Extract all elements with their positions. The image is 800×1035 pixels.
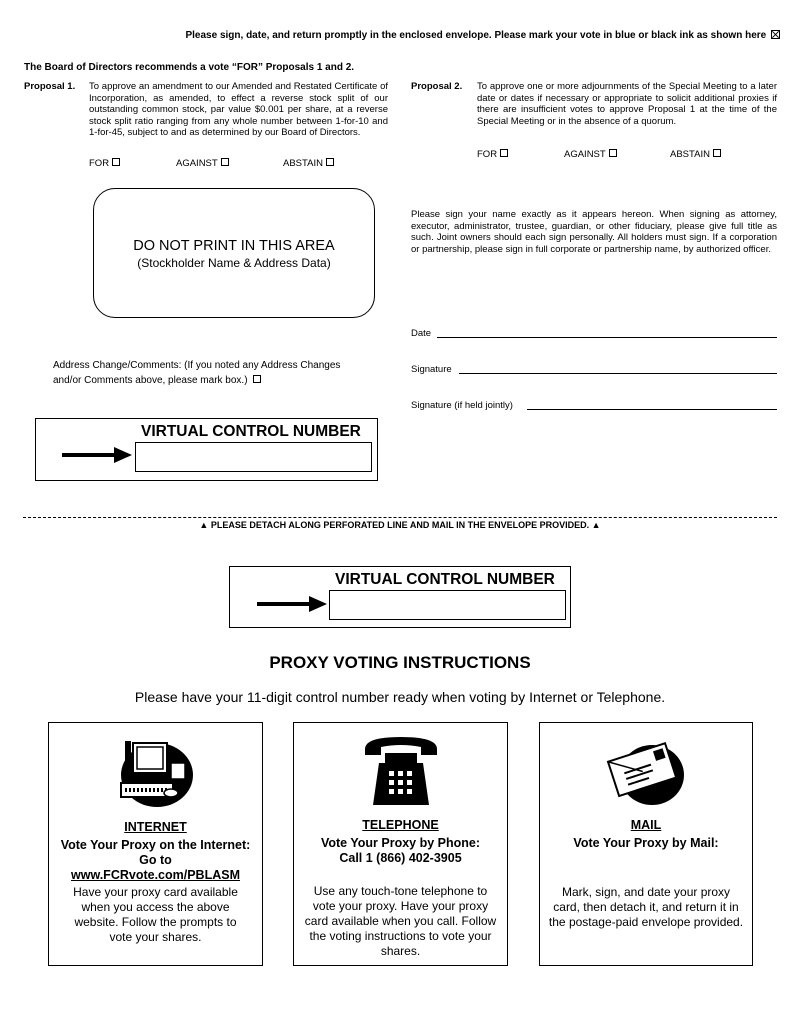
virtual-control-number-title-2: VIRTUAL CONTROL NUMBER [335, 571, 555, 588]
virtual-control-number-title: VIRTUAL CONTROL NUMBER [141, 423, 361, 440]
proposal-1-for-checkbox[interactable] [112, 158, 120, 166]
proposal-1-against-label: AGAINST [176, 158, 218, 169]
internet-method-box [48, 722, 263, 966]
proposal-2-against-checkbox[interactable] [609, 149, 617, 157]
instructions-title: PROXY VOTING INSTRUCTIONS [269, 653, 531, 672]
signature-joint-label: Signature (if held jointly) [411, 400, 513, 411]
computer-icon [111, 733, 201, 809]
mail-method-box [539, 722, 753, 966]
proposal-2-for-label: FOR [477, 149, 498, 160]
proposal-2-abstain-checkbox[interactable] [713, 149, 721, 157]
virtual-control-number-box [35, 418, 378, 481]
proposal-2-for-checkbox[interactable] [500, 149, 508, 157]
marked-checkbox-example-icon [771, 30, 780, 39]
proposal-1-for-option[interactable] [89, 158, 120, 170]
virtual-control-number-box-2 [229, 566, 571, 628]
proposal-2-against-label: AGAINST [564, 149, 606, 160]
instructions-subtitle: Please have your 11-digit control number ready when voting by Internet or Telephone. [134, 689, 666, 705]
arrow-right-icon [257, 596, 327, 612]
proposal-1-text: To approve an amendment to our Amended and Restated Certificate of Incorporation, as amended, to effect a reverse stock split of our outstanding common stock, par value $0.001 per share, at a reverse stock split ratio ranging from any whole number between 1-for-10 and 1-for-45, subject to and as determined by our Board of Directors. [89, 81, 388, 138]
address-area [93, 188, 375, 318]
address-change-text: Address Change/Comments: (If you noted any Address Changes and/or Comments above, please mark box.) [53, 360, 341, 386]
internet-sub2: Go to [139, 853, 172, 867]
sign-instructions: Please sign your name exactly as it appears hereon. When signing as attorney, executor, administrator, trustee, guardian, or other fiduciary, please give full title as such. Joint owners should each sign personally. All holders must sign. If a corporation or partnership, please sign in full corporate or partnership name, by authorized officer. [411, 209, 777, 255]
proposal-2-text: To approve one or more adjournments of the Special Meeting to a later date or dates if necessary or appropriate to solicit additional proxies if there are insufficient votes to approve Proposal 1 at the time of the Special Meeting or in the absence of a quorum. [477, 81, 777, 127]
telephone-sub2: Call 1 (866) 402-3905 [339, 851, 462, 865]
proposal-1-label: Proposal 1. [24, 81, 76, 92]
perforated-line [23, 517, 777, 518]
proposal-1-against-option[interactable] [176, 158, 229, 170]
mail-heading: MAIL [630, 818, 662, 832]
proposal-2-abstain-label: ABSTAIN [670, 149, 710, 160]
board-recommendation: The Board of Directors recommends a vote “FOR” Proposals 1 and 2. [24, 62, 355, 73]
telephone-heading: TELEPHONE [362, 818, 439, 832]
proposal-2-label: Proposal 2. [411, 81, 463, 92]
signature-field[interactable] [459, 373, 777, 374]
address-change-checkbox[interactable] [253, 375, 261, 383]
proposal-1-abstain-label: ABSTAIN [283, 158, 323, 169]
proposal-1-abstain-option[interactable] [283, 158, 334, 170]
mail-icon [604, 735, 688, 807]
address-change [53, 358, 363, 388]
mail-body: Mark, sign, and date your proxy card, then detach it, and return it in the postage-paid envelope provided. [548, 885, 744, 929]
internet-link[interactable]: www.FCRvote.com/PBLASM [71, 868, 240, 882]
detach-notice: ▲ PLEASE DETACH ALONG PERFORATED LINE AND MAIL IN THE ENVELOPE PROVIDED. ▲ [199, 520, 601, 530]
telephone-method-box [293, 722, 508, 966]
proposal-1-against-checkbox[interactable] [221, 158, 229, 166]
date-label: Date [411, 328, 432, 339]
proposal-2-abstain-option[interactable] [670, 149, 721, 161]
internet-heading: INTERNET [124, 820, 187, 834]
date-field[interactable] [437, 337, 777, 338]
internet-body: Have your proxy card available when you access the above website. Follow the prompts to vote your shares. [73, 885, 238, 944]
address-area-title: DO NOT PRINT IN THIS AREA [133, 238, 335, 254]
mail-sub1: Vote Your Proxy by Mail: [573, 836, 719, 850]
telephone-icon [361, 735, 441, 807]
proposal-1-for-label: FOR [89, 158, 110, 169]
arrow-right-icon [62, 447, 132, 463]
header-instruction-text: Please sign, date, and return promptly in the enclosed envelope. Please mark your vote in blue or black ink as shown here [185, 30, 767, 41]
proposal-2-against-option[interactable] [564, 149, 617, 161]
proposal-1-abstain-checkbox[interactable] [326, 158, 334, 166]
internet-sub1: Vote Your Proxy on the Internet: [60, 838, 251, 852]
virtual-control-number-field-2[interactable] [329, 590, 566, 620]
header-instruction [150, 30, 780, 41]
signature-joint-field[interactable] [527, 409, 777, 410]
telephone-body: Use any touch-tone telephone to vote your proxy. Have your proxy card available when you call. Follow the voting instructions to vote your shares. [304, 884, 497, 958]
proposal-2-for-option[interactable] [477, 149, 508, 161]
telephone-sub1: Vote Your Proxy by Phone: [320, 836, 481, 850]
virtual-control-number-field[interactable] [135, 442, 372, 472]
address-area-subtitle: (Stockholder Name & Address Data) [137, 256, 331, 270]
signature-label: Signature [411, 364, 452, 375]
